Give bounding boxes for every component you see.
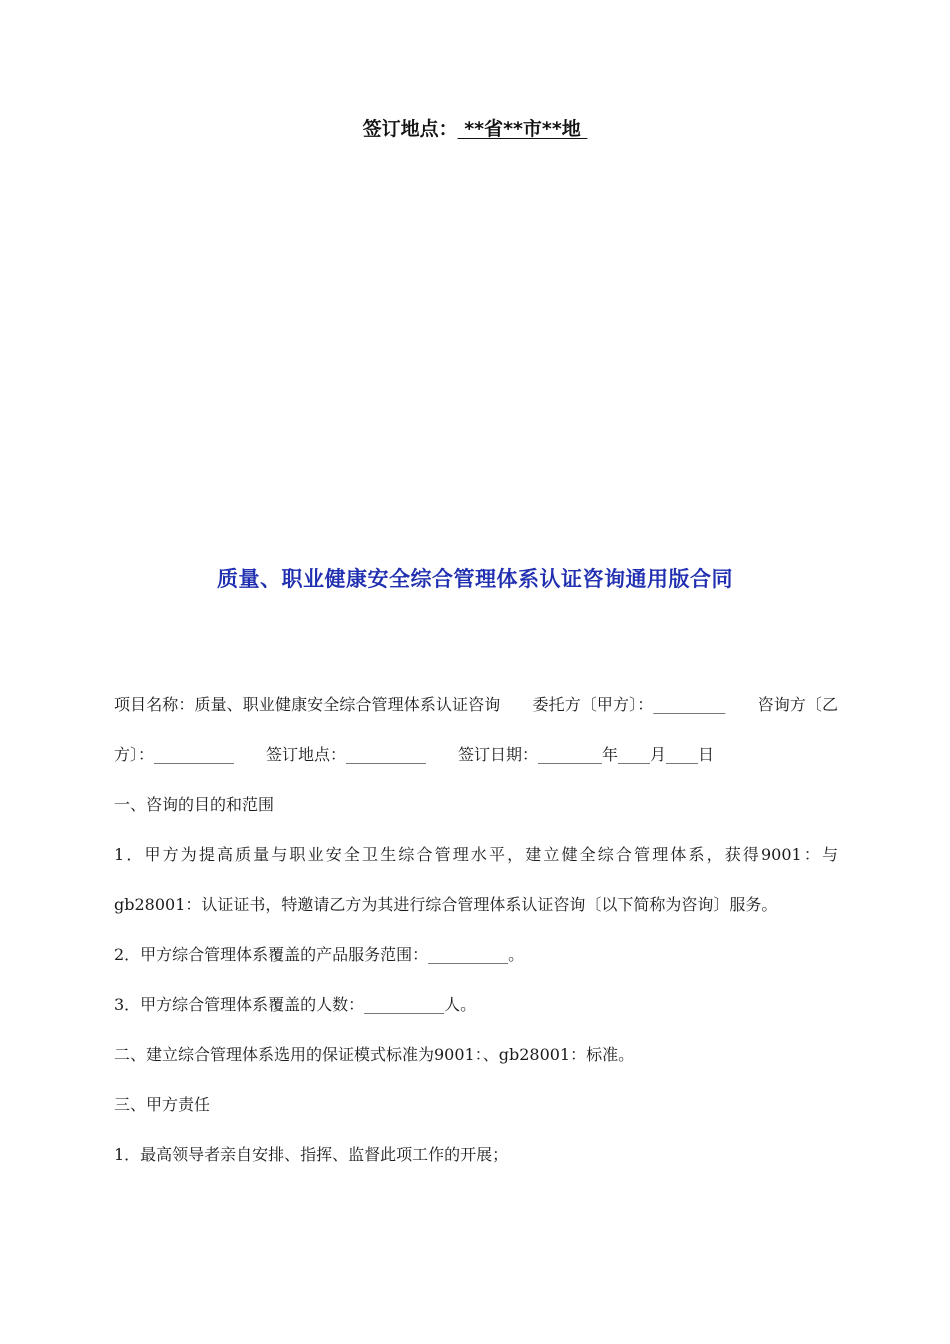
clause-1-1: 1．甲方为提高质量与职业安全卫生综合管理水平，建立健全综合管理体系，获得9001：与gb28001：认证证书，特邀请乙方为其进行综合管理体系认证咨询〔以下简称为咨询〕服务。 xyxy=(114,845,838,914)
project-info-paragraph: 项目名称：质量、职业健康安全综合管理体系认证咨询 委托方〔甲方〕：_________ 咨询方〔乙方〕：__________ 签订地点：__________ 签订日期：________年____月____日 xyxy=(114,695,838,764)
clause-3-1: 1．最高领导者亲自安排、指挥、监督此项工作的开展； xyxy=(114,1145,509,1164)
section-heading-party-a-duties: 三、甲方责任 xyxy=(114,1095,211,1114)
section-heading-purpose-scope: 一、咨询的目的和范围 xyxy=(114,795,275,814)
contract-body xyxy=(114,680,838,1180)
clause-1-3: 3．甲方综合管理体系覆盖的人数：__________人。 xyxy=(114,995,477,1014)
section-heading-standards: 二、建立综合管理体系选用的保证模式标准为9001：、gb28001：标准。 xyxy=(114,1045,635,1064)
contract-title: 质量、职业健康安全综合管理体系认证咨询通用版合同 xyxy=(217,567,733,591)
signing-location-heading xyxy=(0,114,950,141)
signing-location-value: **省**市**地 xyxy=(457,118,588,140)
clause-1-2: 2．甲方综合管理体系覆盖的产品服务范围：__________。 xyxy=(114,945,525,964)
signing-location-label: 签订地点： xyxy=(362,118,458,140)
